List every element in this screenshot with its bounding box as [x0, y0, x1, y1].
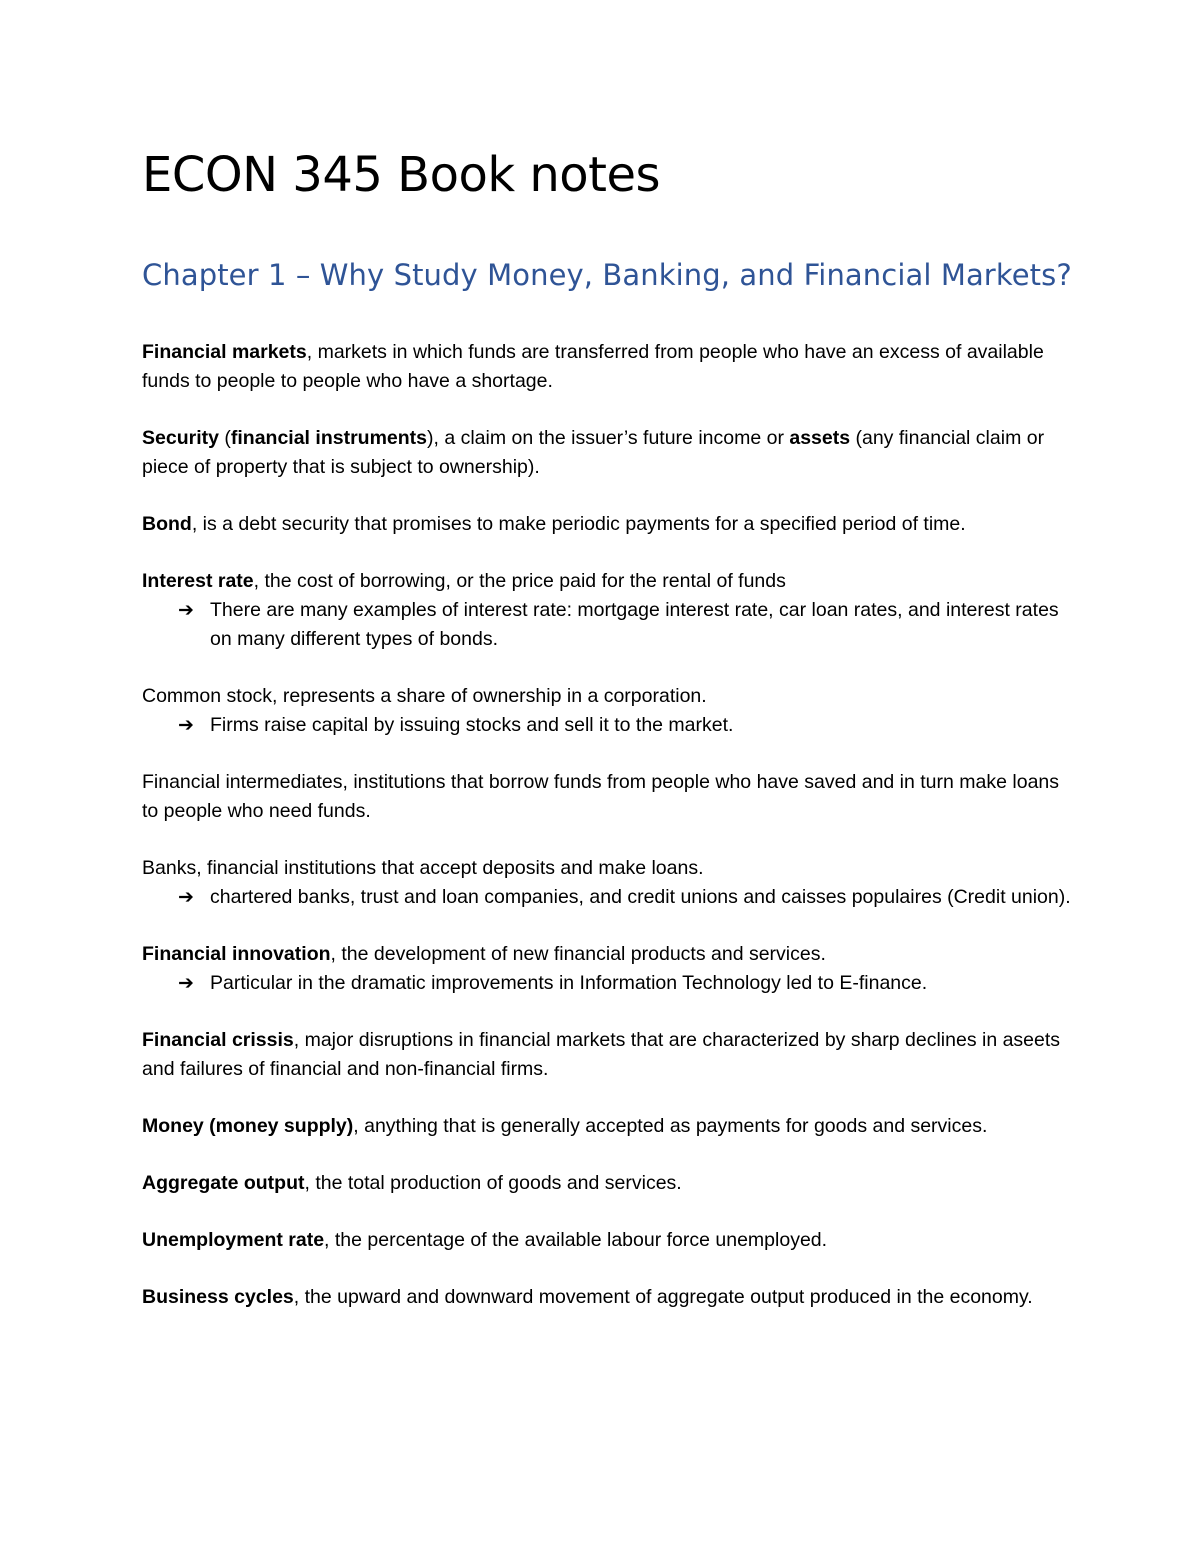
definition-line: [142, 567, 1072, 596]
bullet-text: There are many examples of interest rate: mortgage interest rate, car loan rates, and interest rates on many different types of bonds.: [210, 599, 1059, 650]
definition-bond: [142, 510, 1072, 539]
definition-text: Common stock, represents a share of ownership in a corporation.: [142, 685, 707, 707]
definition-text: , major disruptions in financial markets that are characterized by sharp declines in aseets and failures of financial and non-financial firms.: [142, 1029, 1061, 1080]
definition-term: Unemployment rate: [142, 1229, 325, 1251]
definition-text: Banks, financial institutions that accept deposits and make loans.: [142, 857, 704, 879]
definition-text: Financial intermediates, institutions that borrow funds from people who have saved and in turn make loans to people who need funds.: [142, 771, 1060, 822]
definition-text: , markets in which funds are transferred from people who have an excess of available funds to people to people who have a shortage.: [142, 341, 1044, 392]
bullet-text: Firms raise capital by issuing stocks and sell it to the market.: [210, 714, 734, 736]
bullet-item: [178, 883, 1072, 912]
definition-text: , is a debt security that promises to make periodic payments for a specified period of time.: [191, 513, 966, 535]
definition-term: Business cycles: [142, 1286, 294, 1308]
definition-text: , anything that is generally accepted as payments for goods and services.: [353, 1115, 988, 1137]
bullet-text: chartered banks, trust and loan companies, and credit unions and caisses populaires (Credit union).: [210, 886, 1071, 908]
definition-interest-rate: [142, 567, 1072, 654]
definition-text: , the cost of borrowing, or the price paid for the rental of funds: [253, 570, 786, 592]
bullet-item: [178, 596, 1072, 654]
definition-financial-innovation: [142, 940, 1072, 998]
definition-text: , the total production of goods and services.: [304, 1172, 682, 1194]
definition-text: (: [218, 427, 231, 449]
definition-term: financial instruments: [230, 427, 427, 449]
document-page: [142, 140, 1072, 1340]
definition-aggregate-output: [142, 1169, 1072, 1198]
bullet-item: [178, 969, 1072, 998]
definition-term: Financial innovation: [142, 943, 331, 965]
page-title: ECON 345 Book notes: [142, 147, 661, 203]
definitions-list: [142, 338, 1072, 1312]
definition-banks: [142, 854, 1072, 912]
definition-term: Money (money supply): [142, 1115, 354, 1137]
definition-term: Financial markets: [142, 341, 307, 363]
definition-business-cycles: [142, 1283, 1072, 1312]
bullet-text: Particular in the dramatic improvements in Information Technology led to E-finance.: [210, 972, 928, 994]
definition-security: [142, 424, 1072, 482]
definition-term: assets: [789, 427, 851, 449]
arrow-right-icon: ➔: [178, 887, 194, 908]
chapter-heading: Chapter 1 – Why Study Money, Banking, and Financial Markets?: [142, 258, 1072, 292]
definition-text: , the percentage of the available labour force unemployed.: [324, 1229, 828, 1251]
arrow-right-icon: ➔: [178, 600, 194, 621]
definition-financial-crisis: [142, 1026, 1072, 1084]
definition-term: Bond: [142, 513, 192, 535]
definition-unemployment-rate: [142, 1226, 1072, 1255]
arrow-right-icon: ➔: [178, 973, 194, 994]
definition-line: [142, 940, 1072, 969]
definition-text: ), a claim on the issuer’s future income or: [427, 427, 790, 449]
definition-term: Financial crissis: [142, 1029, 294, 1051]
definition-term: Aggregate output: [142, 1172, 305, 1194]
definition-text: , the upward and downward movement of aggregate output produced in the economy.: [293, 1286, 1033, 1308]
definition-common-stock: [142, 682, 1072, 740]
arrow-right-icon: ➔: [178, 715, 194, 736]
definition-financial-intermediates: [142, 768, 1072, 826]
definition-term: Interest rate: [142, 570, 254, 592]
definition-term: Security: [142, 427, 219, 449]
definition-money: [142, 1112, 1072, 1141]
definition-text: (any financial claim or piece of property that is subject to ownership).: [142, 427, 1045, 478]
bullet-item: [178, 711, 1072, 740]
definition-text: , the development of new financial products and services.: [330, 943, 826, 965]
definition-financial-markets: [142, 338, 1072, 396]
